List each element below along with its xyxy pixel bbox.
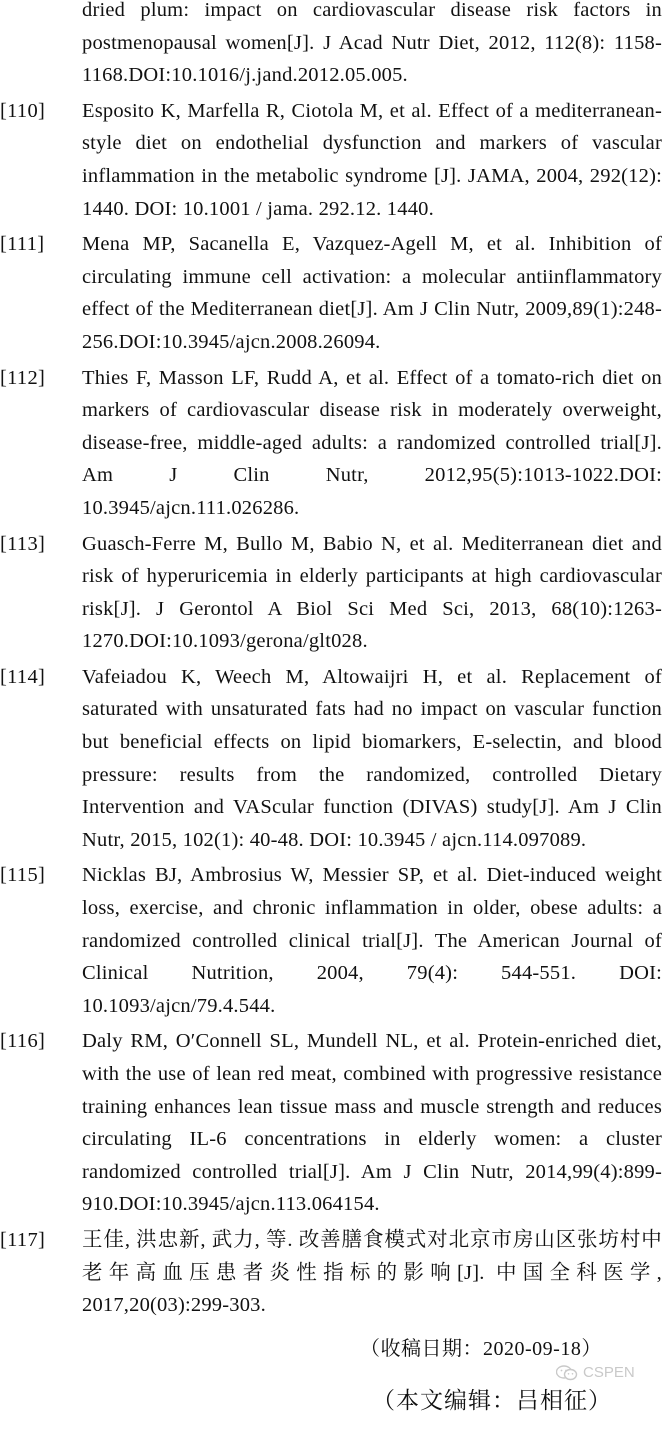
reference-text: Nicklas BJ, Ambrosius W, Messier SP, et al. Diet-induced weight loss, exercise, and chronic inflammation in older, obese adults: a randomized controlled clinical trial[J]. The American Journal of Clinical Nutrition, 2004, 79(4): 544-551. DOI: 10.1093/ajcn/79.4.544.	[82, 864, 662, 1017]
reference-number: [110]	[0, 99, 46, 122]
reference-number: [116]	[0, 1030, 46, 1053]
reference-text: Guasch-Ferre M, Bullo M, Babio N, et al. Mediterranean diet and risk of hyperuricemia in elderly participants at high cardiovascular risk[J]. J Gerontol A Biol Sci Med Sci, 2013, 68(10):1263-1270.DOI:10.1093/gerona/glt028.	[82, 532, 662, 653]
reference-117	[0, 1224, 666, 1322]
reference-continuation	[0, 0, 666, 92]
reference-number: [113]	[0, 532, 46, 555]
reference-110	[0, 95, 666, 225]
reference-115	[0, 859, 666, 1022]
reference-number: [111]	[0, 233, 45, 256]
reference-text: Thies F, Masson LF, Rudd A, et al. Effect of a tomato-rich diet on markers of cardiovascular disease risk in moderately overweight, disease-free, middle-aged adults: a randomized controlled trial[J]. Am J Clin Nutr, 2012,95(5):1013-1022.DOI: 10.3945/ajcn.111.026286.	[82, 366, 662, 519]
watermark-text: CSPEN	[583, 1364, 635, 1381]
reference-112	[0, 362, 666, 525]
reference-text: 王佳, 洪忠新, 武力, 等. 改善膳食模式对北京市房山区张坊村中老年高血压患者炎性指标的影响[J]. 中国全科医学, 2017,20(03):299-303.	[82, 1228, 662, 1317]
reference-text: Daly RM, O′Connell SL, Mundell NL, et al. Protein-enriched diet, with the use of lean red meat, combined with progressive resistance training enhances lean tissue mass and muscle strength and reduces circulating IL-6 concentrations in elderly women: a cluster randomized controlled trial[J]. Am J Clin Nutr, 2014,99(4):899-910.DOI:10.3945/ajcn.113.064154.	[82, 1030, 662, 1216]
reference-116	[0, 1025, 666, 1221]
reference-text: Vafeiadou K, Weech M, Altowaijri H, et al. Replacement of saturated with unsaturated fats had no impact on vascular function but beneficial effects on lipid biomarkers, E-selectin, and blood pressure: results from the randomized, controlled Dietary Intervention and VAScular function (DIVAS) study[J]. Am J Clin Nutr, 2015, 102(1): 40-48. DOI: 10.3945 / ajcn.114.097089.	[82, 665, 662, 851]
watermark	[556, 1364, 635, 1381]
received-date: （收稿日期：2020-09-18）	[360, 1338, 602, 1360]
reference-number: [112]	[0, 366, 46, 389]
reference-number: [117]	[0, 1228, 46, 1251]
reference-number: [114]	[0, 665, 46, 688]
reference-number: [115]	[0, 864, 46, 887]
reference-text: Esposito K, Marfella R, Ciotola M, et al. Effect of a mediterranean-style diet on endothelial dysfunction and markers of vascular inflammation in the metabolic syndrome [J]. JAMA, 2004, 292(12): 1440. DOI: 10.1001 / jama. 292.12. 1440.	[82, 99, 662, 220]
wechat-icon	[556, 1365, 578, 1381]
reference-text: Mena MP, Sacanella E, Vazquez-Agell M, et al. Inhibition of circulating immune cell activation: a molecular antiinflammatory effect of the Mediterranean diet[J]. Am J Clin Nutr, 2009,89(1):248-256.DOI:10.3945/ajcn.2008.26094.	[82, 233, 662, 353]
reference-continuation-text: dried plum: impact on cardiovascular disease risk factors in postmenopausal women[J]. J Acad Nutr Diet, 2012, 112(8): 1158-1168.DOI:10.1016/j.jand.2012.05.005.	[82, 0, 662, 87]
editor-note: （本文编辑：吕相征）	[372, 1388, 612, 1413]
reference-111	[0, 228, 666, 358]
reference-114	[0, 661, 666, 857]
reference-113	[0, 528, 666, 658]
